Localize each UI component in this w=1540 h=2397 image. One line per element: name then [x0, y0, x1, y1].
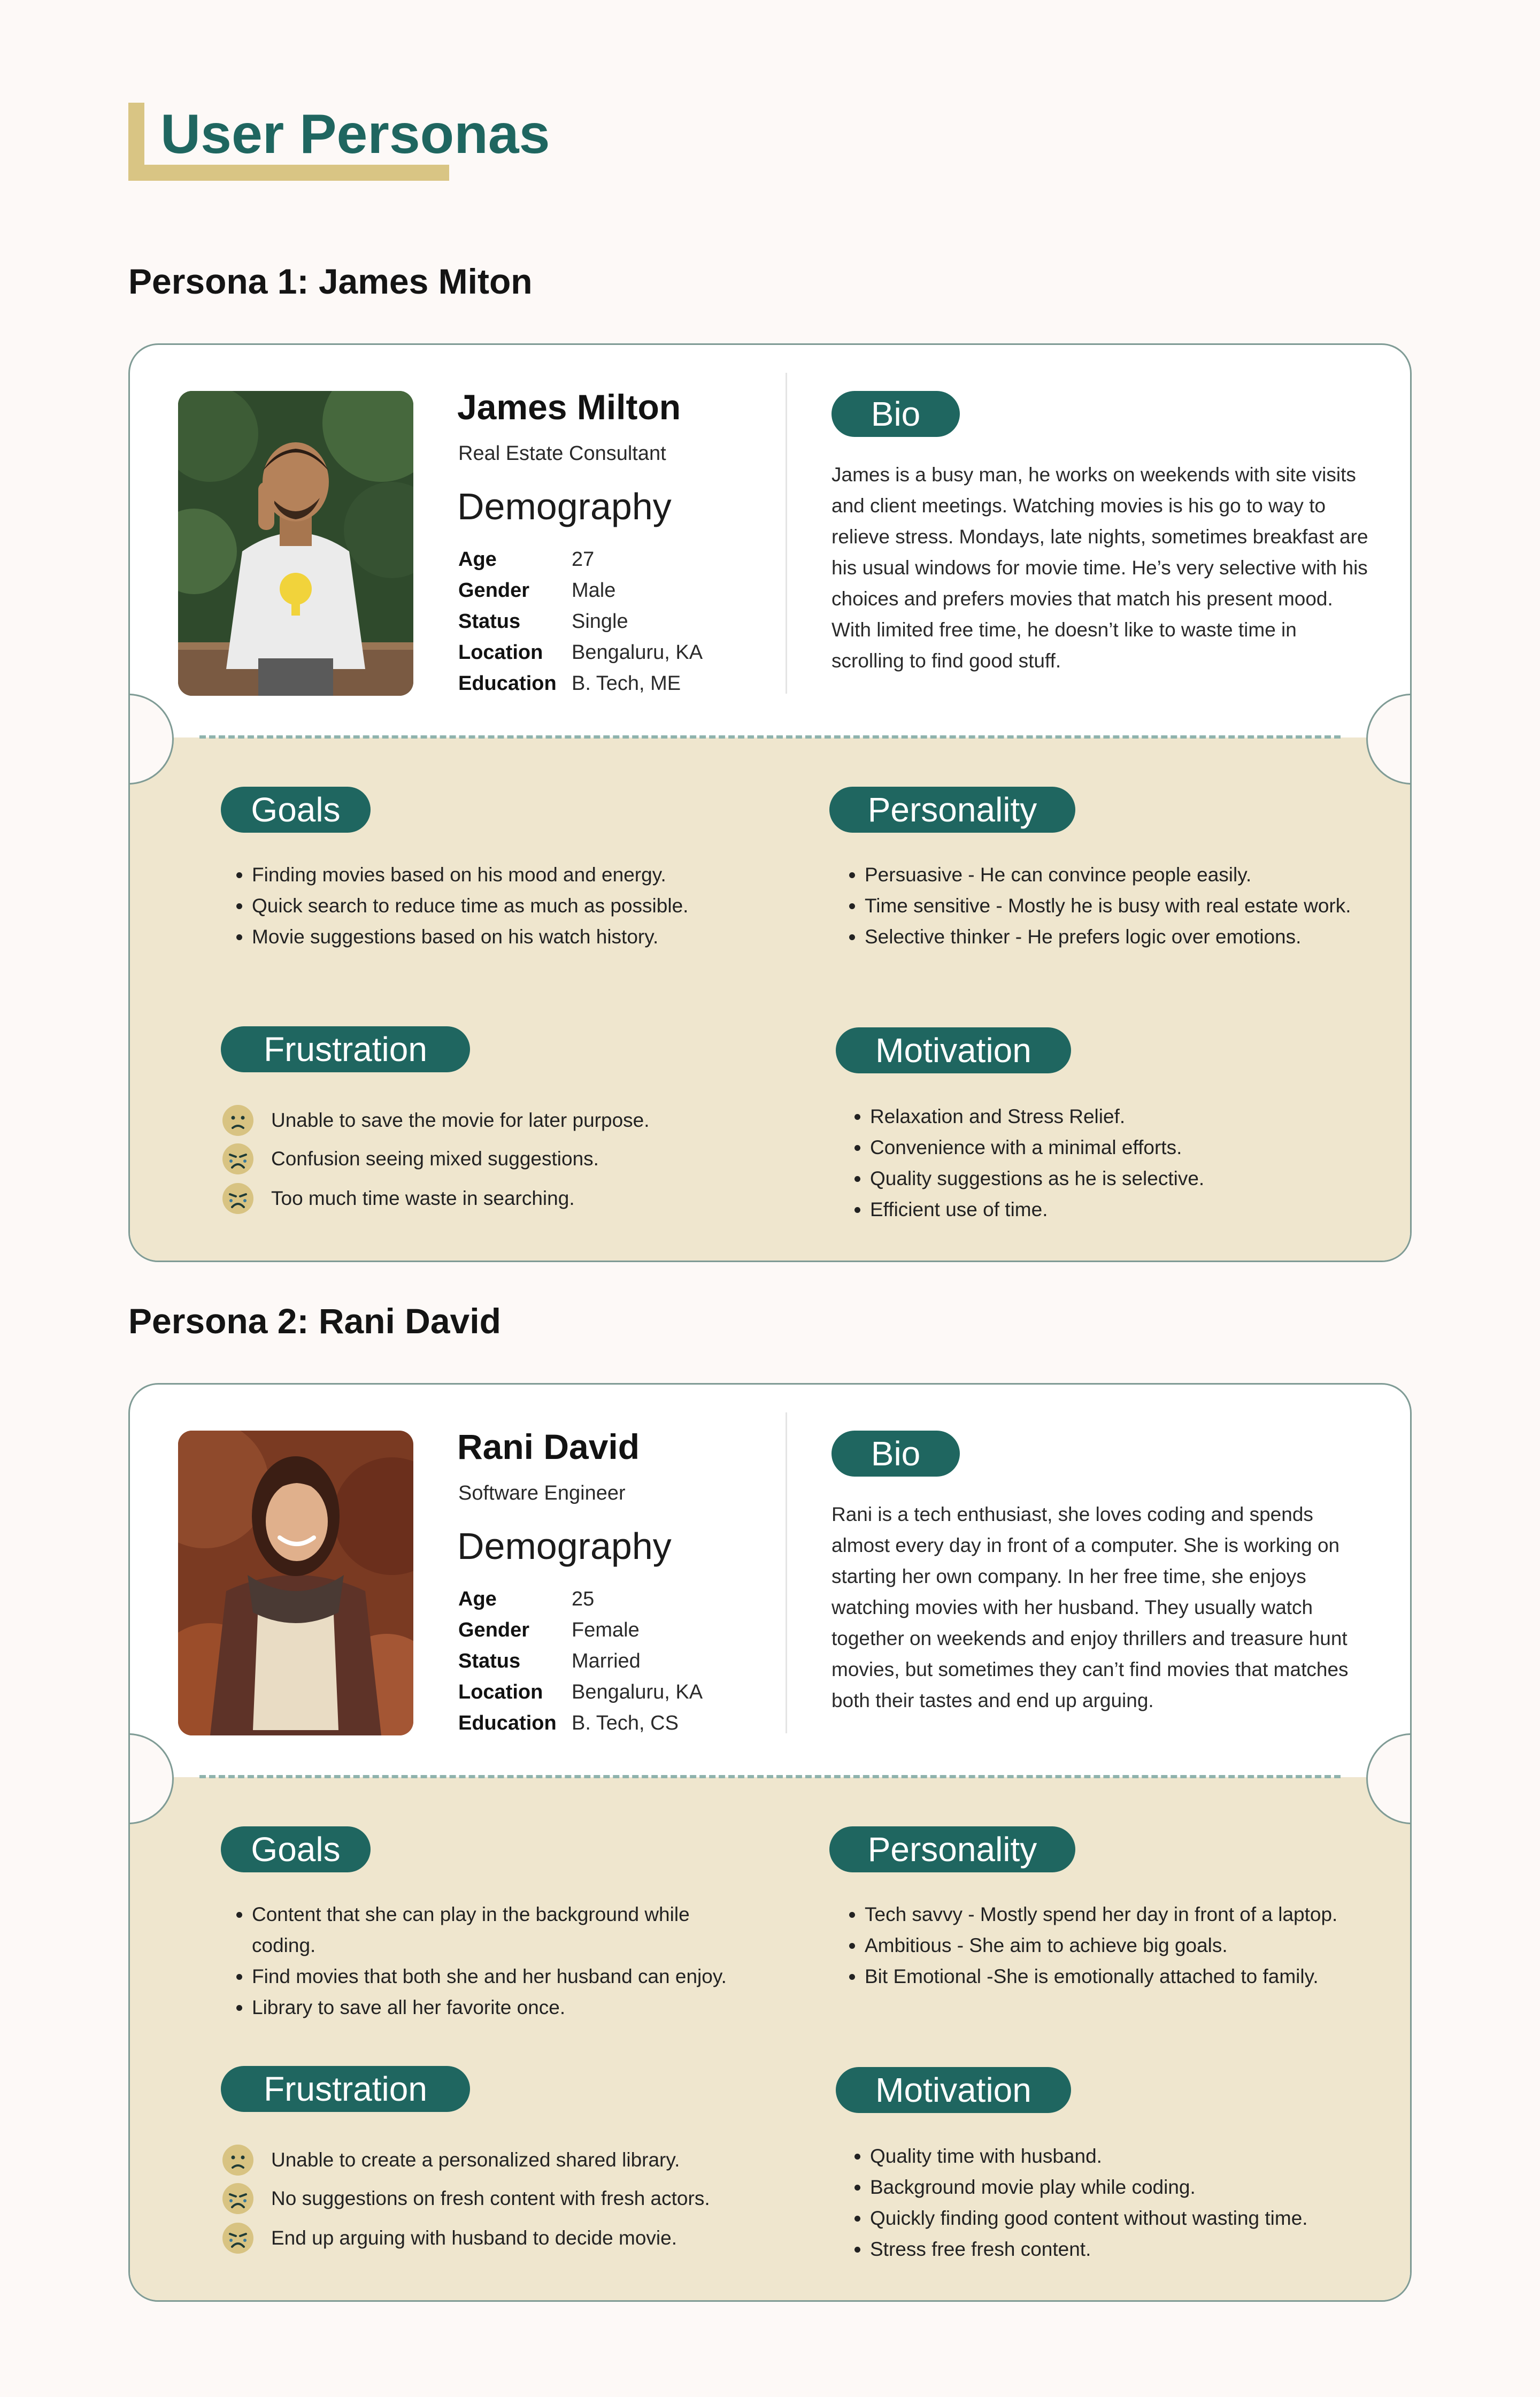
motivation-badge: Motivation: [836, 1027, 1071, 1073]
crying-face-icon: [222, 2183, 254, 2215]
frustration-item: [222, 2222, 677, 2254]
demography-value: Male: [572, 579, 616, 602]
frustration-text: Confusion seeing mixed suggestions.: [271, 1148, 599, 1170]
motivation-item: • Quality time with husband.: [870, 2141, 1394, 2172]
personality-list: [836, 1899, 1389, 1992]
frustration-item: [222, 1104, 650, 1136]
persona-2-card: [128, 1383, 1412, 2302]
persona-2-heading: Persona 2: Rani David: [128, 1301, 501, 1341]
goals-badge: Goals: [221, 787, 371, 833]
crying-face-icon: [222, 2222, 254, 2254]
frustration-item: [222, 2183, 710, 2215]
personality-item: • Time sensitive - Mostly he is busy with real estate work.: [865, 890, 1389, 921]
bio-badge: Bio: [831, 1431, 960, 1477]
demography-row: [458, 606, 703, 637]
persona-name: Rani David: [457, 1427, 640, 1466]
demography-row: [458, 1584, 703, 1615]
frowning-face-icon: [222, 2144, 254, 2176]
personality-badge: Personality: [829, 1826, 1075, 1872]
crying-face-icon: [222, 1182, 254, 1215]
page-title: User Personas: [160, 103, 550, 165]
bio-text: James is a busy man, he works on weekends with site visits and client meetings. Watching movies is his go to way to relieve stress. Mondays, late nights, sometimes breakfast are his usual windows for movie time. He’s very selective with his choices and prefers movies that match his present mood. With limited free time, he doesn’t like to waste time in scrolling to find good stuff.: [831, 464, 1368, 672]
demography-label: Gender: [458, 579, 530, 602]
demography-value: Female: [572, 1618, 640, 1641]
personality-item: • Persuasive - He can convince people easily.: [865, 859, 1389, 890]
frustration-badge: Frustration: [221, 2066, 470, 2112]
persona-role: Real Estate Consultant: [458, 442, 666, 465]
motivation-item: • Relaxation and Stress Relief.: [870, 1101, 1394, 1132]
page-title-block: [128, 103, 550, 181]
persona-role: Software Engineer: [458, 1482, 626, 1504]
title-accent-bar-horizontal: [128, 165, 449, 181]
frustration-text: Unable to create a personalized shared library.: [271, 2149, 680, 2171]
persona-2-photo: [178, 1431, 413, 1735]
motivation-item: • Convenience with a minimal efforts.: [870, 1132, 1394, 1163]
motivation-list: [841, 1101, 1394, 1225]
motivation-badge: Motivation: [836, 2067, 1071, 2113]
demography-table: [458, 1584, 703, 1739]
goal-item: • Quick search to reduce time as much as possible.: [252, 890, 754, 921]
demography-row: [458, 1708, 703, 1739]
demography-value: B. Tech, CS: [572, 1711, 679, 1734]
goal-item: • Finding movies based on his mood and energy.: [252, 859, 754, 890]
demography-row: [458, 1646, 703, 1677]
motivation-list: [841, 2141, 1394, 2265]
demography-label: Location: [458, 641, 543, 664]
demography-row: [458, 668, 703, 699]
goals-list: [223, 1899, 754, 2023]
persona-1-card: [128, 343, 1412, 1262]
demography-title: Demography: [457, 486, 672, 527]
demography-value: Married: [572, 1649, 641, 1672]
demography-value: 27: [572, 548, 595, 571]
motivation-item: • Efficient use of time.: [870, 1194, 1394, 1225]
motivation-item: • Quality suggestions as he is selective.: [870, 1163, 1394, 1194]
goal-item: • Content that she can play in the background while coding.: [252, 1899, 754, 1961]
dashed-divider: [199, 735, 1341, 739]
demography-row: [458, 575, 703, 606]
motivation-item: • Background movie play while coding.: [870, 2172, 1394, 2203]
persona-1-photo: [178, 391, 413, 696]
motivation-item: • Quickly finding good content without wasting time.: [870, 2203, 1394, 2234]
demography-title: Demography: [457, 1525, 672, 1567]
frustration-item: [222, 1143, 599, 1175]
demography-value: Single: [572, 610, 628, 633]
bio-badge: Bio: [831, 391, 960, 437]
demography-label: Gender: [458, 1618, 530, 1641]
personality-item: • Tech savvy - Mostly spend her day in front of a laptop.: [865, 1899, 1389, 1930]
goals-list: [223, 859, 754, 952]
demography-row: [458, 637, 703, 668]
personality-item: • Bit Emotional -She is emotionally attached to family.: [865, 1961, 1389, 1992]
demography-label: Education: [458, 672, 557, 695]
personality-list: [836, 859, 1389, 952]
personality-item: • Ambitious - She aim to achieve big goals.: [865, 1930, 1389, 1961]
demography-label: Age: [458, 548, 497, 571]
dashed-divider: [199, 1775, 1341, 1778]
demography-table: [458, 544, 703, 699]
demography-label: Status: [458, 1649, 521, 1672]
demography-value: B. Tech, ME: [572, 672, 681, 695]
demography-value: 25: [572, 1587, 595, 1610]
goal-item: • Find movies that both she and her husband can enjoy.: [252, 1961, 754, 1992]
frustration-text: No suggestions on fresh content with fresh actors.: [271, 2187, 710, 2209]
frustration-text: Unable to save the movie for later purpose.: [271, 1109, 650, 1131]
frowning-face-icon: [222, 1104, 254, 1136]
demography-label: Education: [458, 1711, 557, 1734]
demography-value: Bengaluru, KA: [572, 1680, 703, 1703]
demography-row: [458, 1677, 703, 1708]
bio-text: Rani is a tech enthusiast, she loves coding and spends almost every day in front of a computer. She is working on starting her own company. In her free time, she enjoys watching movies with her husband. They usually watch together on weekends and enjoy thrillers and treasure hunt movies, but sometimes they can’t find movies that matches both their tastes and end up arguing.: [831, 1503, 1349, 1711]
demography-value: Bengaluru, KA: [572, 641, 703, 664]
frustration-text: End up arguing with husband to decide movie.: [271, 2227, 677, 2249]
demography-label: Age: [458, 1587, 497, 1610]
frustration-text: Too much time waste in searching.: [271, 1187, 575, 1209]
frustration-item: [222, 1182, 575, 1215]
persona-name: James Milton: [457, 387, 681, 427]
demography-row: [458, 544, 703, 575]
crying-face-icon: [222, 1143, 254, 1175]
vertical-divider: [786, 373, 787, 694]
motivation-item: • Stress free fresh content.: [870, 2234, 1394, 2265]
vertical-divider: [786, 1412, 787, 1733]
demography-row: [458, 1615, 703, 1646]
frustration-item: [222, 2144, 680, 2176]
demography-label: Status: [458, 610, 521, 633]
demography-label: Location: [458, 1680, 543, 1703]
goal-item: • Library to save all her favorite once.: [252, 1992, 754, 2023]
personality-item: • Selective thinker - He prefers logic over emotions.: [865, 921, 1389, 952]
frustration-badge: Frustration: [221, 1026, 470, 1072]
goals-badge: Goals: [221, 1826, 371, 1872]
goal-item: • Movie suggestions based on his watch history.: [252, 921, 754, 952]
persona-1-heading: Persona 1: James Miton: [128, 262, 533, 301]
personality-badge: Personality: [829, 787, 1075, 833]
